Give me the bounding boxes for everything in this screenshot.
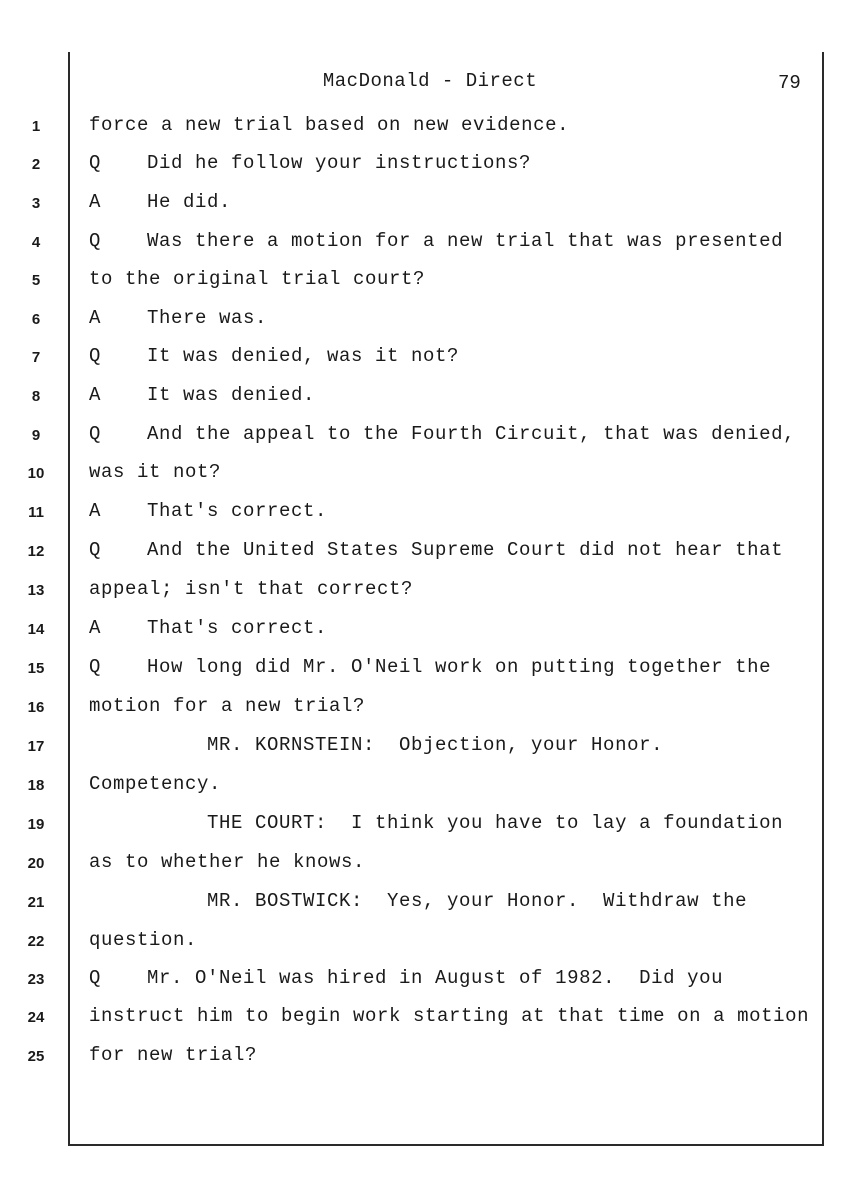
line-number: 6 [31,311,41,328]
line-text: for new trial? [89,1044,258,1066]
line-text: Did he follow your instructions? [147,152,532,174]
transcript-line [0,575,860,613]
line-text: That's correct. [147,617,328,639]
transcript-line [0,536,860,574]
transcript-line [0,188,860,226]
line-number: 19 [27,816,45,833]
transcript-line [0,111,860,149]
line-text: motion for a new trial? [89,695,366,717]
transcript-line [0,342,860,380]
transcript-line [0,227,860,265]
speaker-label: A [89,191,101,213]
transcript-line [0,964,860,1002]
speaker-label: A [89,384,101,406]
speaker-label: Q [89,539,101,561]
speaker-label: Q [89,967,101,989]
speaker-label: Q [89,345,101,367]
line-text: That's correct. [147,500,328,522]
line-number: 23 [27,971,45,988]
speaker-label: A [89,500,101,522]
line-number: 20 [27,855,45,872]
speaker-label: Q [89,230,101,252]
line-number: 4 [31,234,41,251]
line-number: 1 [31,118,41,135]
line-text: question. [89,929,198,951]
line-text: He did. [147,191,232,213]
line-text: It was denied, was it not? [147,345,460,367]
line-number: 3 [31,195,41,212]
line-text: Competency. [89,773,222,795]
line-text: instruct him to begin work starting at that time on a motion [89,1005,810,1027]
line-text: And the United States Supreme Court did not hear that [147,539,784,561]
line-number: 25 [27,1048,45,1065]
line-text: MR. BOSTWICK: Yes, your Honor. Withdraw the [207,890,748,912]
line-number: 14 [27,621,45,638]
transcript-line [0,731,860,769]
line-text: force a new trial based on new evidence. [89,114,570,136]
transcript-line [0,926,860,964]
transcript-line [0,692,860,730]
page-header-title: MacDonald - Direct [322,70,538,92]
speaker-label: A [89,307,101,329]
line-text: to the original trial court? [89,268,426,290]
transcript-line [0,381,860,419]
line-number: 13 [27,582,45,599]
transcript-line [0,265,860,303]
transcript-line [0,809,860,847]
page-number: 79 [778,72,801,94]
line-number: 8 [31,388,41,405]
line-number: 9 [31,427,41,444]
line-number: 21 [27,894,45,911]
transcript-line [0,149,860,187]
transcript-line [0,614,860,652]
line-text: Mr. O'Neil was hired in August of 1982. Did you [147,967,724,989]
line-text: appeal; isn't that correct? [89,578,414,600]
speaker-label: Q [89,423,101,445]
transcript-line [0,420,860,458]
speaker-label: Q [89,656,101,678]
transcript-line [0,848,860,886]
speaker-label: Q [89,152,101,174]
line-number: 2 [31,156,41,173]
line-text: Was there a motion for a new trial that was presented [147,230,784,252]
line-text: There was. [147,307,268,329]
line-number: 17 [27,738,45,755]
line-number: 16 [27,699,45,716]
line-text: How long did Mr. O'Neil work on putting together the [147,656,772,678]
transcript-line [0,770,860,808]
line-number: 15 [27,660,45,677]
speaker-label: A [89,617,101,639]
transcript-line [0,458,860,496]
line-number: 10 [27,465,45,482]
line-text: And the appeal to the Fourth Circuit, that was denied, [147,423,796,445]
transcript-line [0,1002,860,1040]
line-text: MR. KORNSTEIN: Objection, your Honor. [207,734,664,756]
line-number: 12 [27,543,45,560]
line-number: 11 [28,504,44,521]
line-number: 22 [27,933,45,950]
line-text: THE COURT: I think you have to lay a foundation [207,812,784,834]
line-number: 18 [27,777,45,794]
line-text: It was denied. [147,384,316,406]
transcript-line [0,1041,860,1079]
transcript-line [0,304,860,342]
transcript-line [0,887,860,925]
line-number: 7 [31,349,41,366]
line-text: as to whether he knows. [89,851,366,873]
line-text: was it not? [89,461,222,483]
line-number: 24 [27,1009,45,1026]
transcript-line [0,497,860,535]
transcript-line [0,653,860,691]
line-number: 5 [31,272,41,289]
